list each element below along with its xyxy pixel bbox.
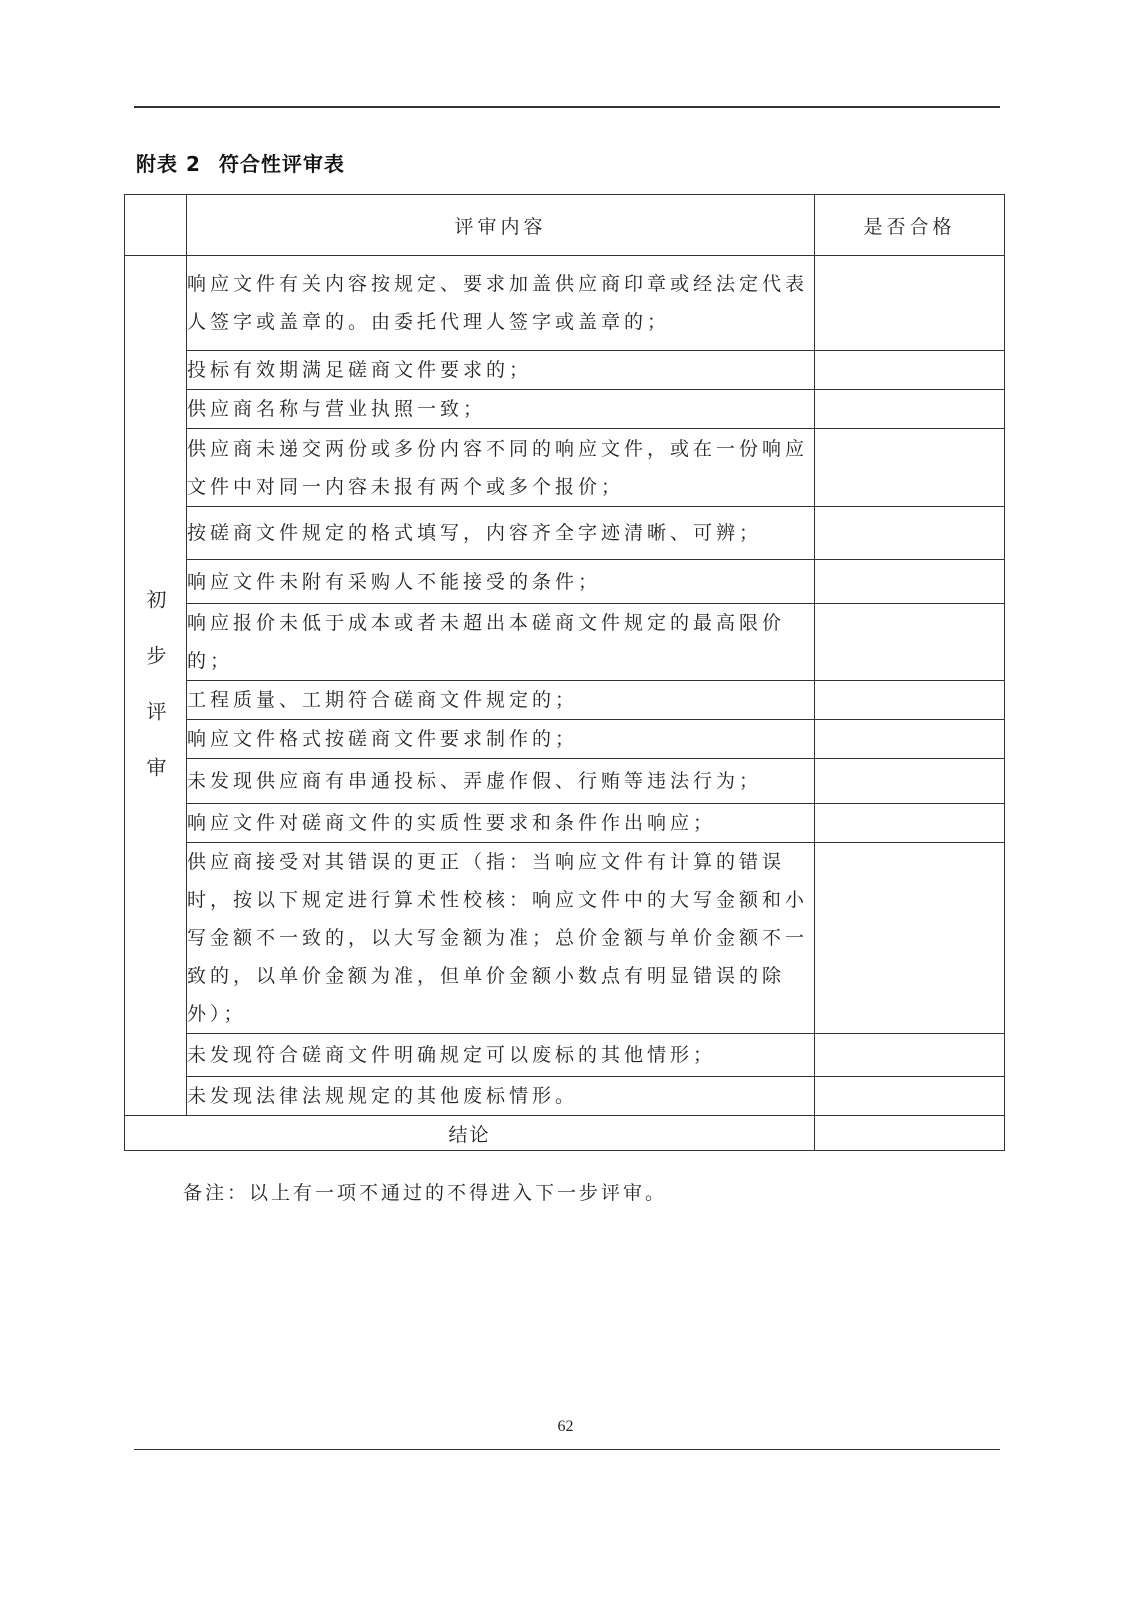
conclusion-label: 结论 [125,1116,815,1151]
header-result: 是否合格 [815,195,1005,256]
header-blank-cell [125,195,187,256]
table-row [125,390,1005,429]
item-cell: 投标有效期满足磋商文件要求的； [187,351,815,390]
table-header-row [125,195,1005,256]
item-cell: 工程质量、工期符合磋商文件规定的； [187,681,815,720]
page-number: 62 [557,1418,574,1435]
result-cell[interactable] [815,1034,1005,1077]
result-cell[interactable] [815,256,1005,351]
result-cell[interactable] [815,681,1005,720]
table-caption [136,148,345,177]
table-row [125,759,1005,804]
stage-cell [125,256,187,1116]
review-table [124,194,1005,1151]
result-cell[interactable] [815,759,1005,804]
conclusion-row [125,1116,1005,1151]
item-cell: 响应文件有关内容按规定、要求加盖供应商印章或经法定代表人签字或盖章的。由委托代理人签字或盖章的； [187,256,815,351]
result-cell[interactable] [815,351,1005,390]
result-cell[interactable] [815,720,1005,759]
result-cell[interactable] [815,507,1005,560]
table-row [125,1077,1005,1116]
item-cell: 供应商名称与营业执照一致； [187,390,815,429]
result-cell[interactable] [815,560,1005,604]
item-cell: 响应文件对磋商文件的实质性要求和条件作出响应； [187,804,815,843]
table-row [125,256,1005,351]
header-rule [134,106,1000,108]
result-cell[interactable] [815,843,1005,1034]
caption-number: 附表 2 [136,152,201,176]
caption-title: 符合性评审表 [218,152,345,176]
footer-rule [134,1449,1000,1450]
item-cell: 未发现法律法规规定的其他废标情形。 [187,1077,815,1116]
table-row [125,843,1005,1034]
table-row [125,681,1005,720]
result-cell[interactable] [815,604,1005,681]
item-cell: 供应商未递交两份或多份内容不同的响应文件，或在一份响应文件中对同一内容未报有两个或多个报价； [187,429,815,507]
table-row [125,804,1005,843]
table-row [125,351,1005,390]
stage-label: 初步评审 [143,589,167,813]
item-cell: 未发现供应商有串通投标、弄虚作假、行贿等违法行为； [187,759,815,804]
footnote: 备注：以上有一项不通过的不得进入下一步评审。 [183,1182,668,1204]
result-cell[interactable] [815,429,1005,507]
result-cell[interactable] [815,1077,1005,1116]
item-cell: 响应文件未附有采购人不能接受的条件； [187,560,815,604]
table-row [125,720,1005,759]
item-cell: 未发现符合磋商文件明确规定可以废标的其他情形； [187,1034,815,1077]
table-row [125,604,1005,681]
table-row [125,507,1005,560]
item-cell: 响应文件格式按磋商文件要求制作的； [187,720,815,759]
table-row [125,429,1005,507]
header-content: 评审内容 [187,195,815,256]
result-cell[interactable] [815,804,1005,843]
item-cell: 响应报价未低于成本或者未超出本磋商文件规定的最高限价的； [187,604,815,681]
conclusion-result-cell[interactable] [815,1116,1005,1151]
item-cell: 供应商接受对其错误的更正（指：当响应文件有计算的错误时，按以下规定进行算术性校核：响应文件中的大写金额和小写金额不一致的，以大写金额为准；总价金额与单价金额不一致的，以单价金额为准，但单价金额小数点有明显错误的除外）； [187,843,815,1034]
result-cell[interactable] [815,390,1005,429]
table-row [125,1034,1005,1077]
table-row [125,560,1005,604]
item-cell: 按磋商文件规定的格式填写，内容齐全字迹清晰、可辨； [187,507,815,560]
